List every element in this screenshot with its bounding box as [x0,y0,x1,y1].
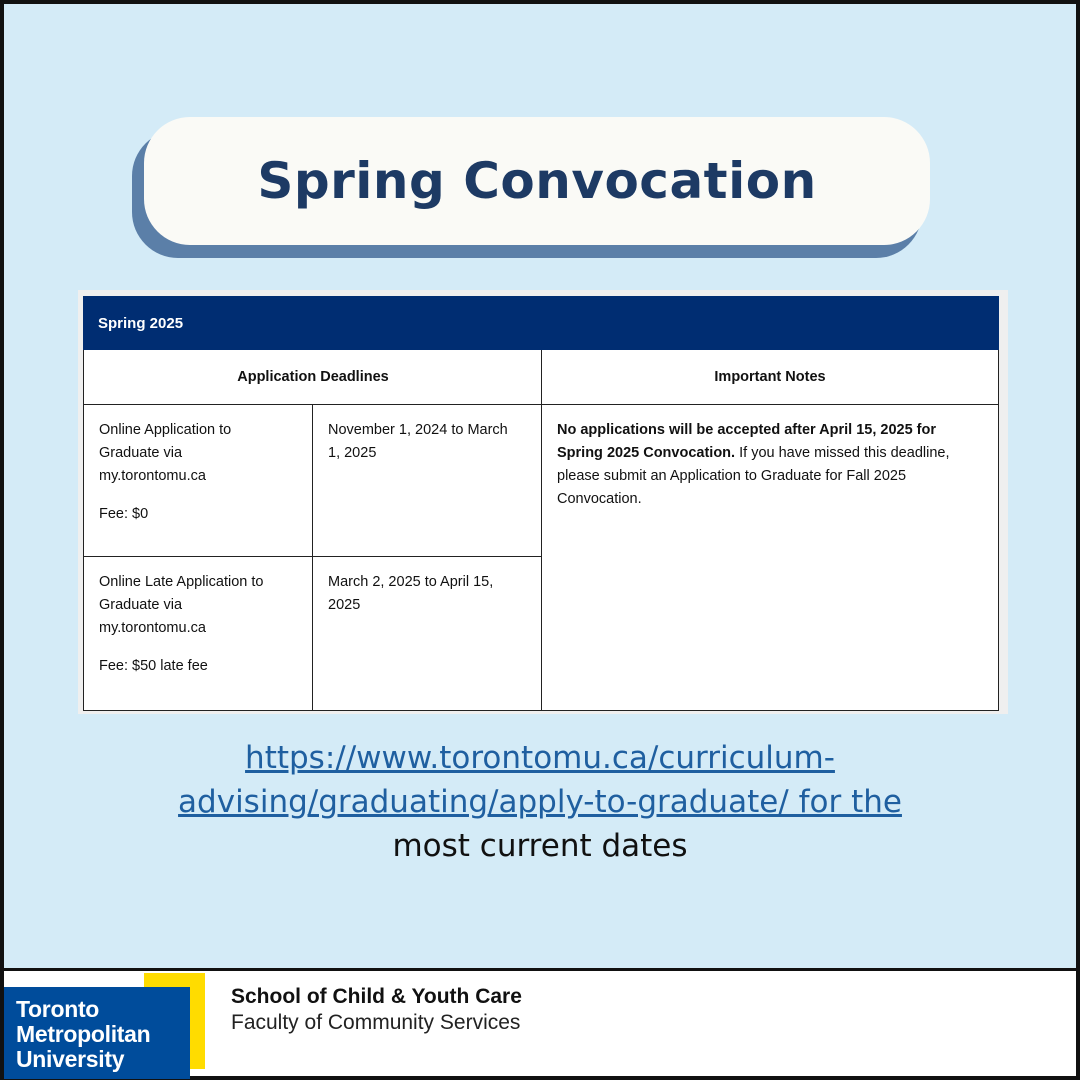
info-link-block [80,736,1000,868]
notes-text: If you have missed this deadline, [735,445,950,461]
column-header-label: Important Notes [714,368,826,385]
table-header-label: Spring 2025 [98,314,184,332]
url-link[interactable]: https://www.torontomu.ca/curriculum- [245,740,835,776]
notes-bold-text: Spring 2025 Convocation. [557,445,736,461]
logo-text: University [16,1046,125,1072]
url-link[interactable]: advising/graduating/apply-to-graduate/ for the [178,784,902,820]
footer [0,968,1080,1080]
description-line: Graduate via [99,597,183,613]
description-line: Online Application to [99,422,232,438]
description-line: my.torontomu.ca [99,620,206,636]
table-row-1-dates [328,419,540,465]
fee-text: Fee: $50 late fee [99,658,208,674]
divider [84,556,542,557]
notes-text: please submit an Application to Graduate for Fall 2025 [557,468,907,484]
divider [312,404,313,711]
dates-line: 1, 2025 [328,445,377,461]
description-line: Online Late Application to [99,574,264,590]
school-name: School of Child & Youth Care [231,985,522,1008]
description-line: Graduate via [99,445,183,461]
deadlines-table [83,350,999,711]
fee-text: Fee: $0 [99,506,149,522]
table-header [83,296,999,350]
table-row-2-description [99,571,309,678]
notes-text: Convocation. [557,491,642,507]
table-row-2-dates [328,571,540,617]
description-line: my.torontomu.ca [99,468,206,484]
notes-bold-text: No applications will be accepted after April 15, 2025 for [557,422,936,438]
column-header-notes [542,350,998,404]
important-notes [557,419,993,511]
divider [84,404,998,405]
faculty-name: Faculty of Community Services [231,1011,521,1034]
logo-text: Metropolitan [16,1021,151,1047]
logo-text: Toronto [16,996,100,1022]
title-pill [144,117,930,245]
university-logo [4,987,190,1079]
table-row-1-description [99,419,309,526]
dates-line: 2025 [328,597,361,613]
dates-line: March 2, 2025 to April 15, [328,574,494,590]
link-caption: most current dates [392,828,688,864]
page-title: Spring Convocation [257,152,817,210]
column-header-label: Application Deadlines [237,368,389,385]
column-header-deadlines [84,350,542,404]
dates-line: November 1, 2024 to March [328,422,508,438]
